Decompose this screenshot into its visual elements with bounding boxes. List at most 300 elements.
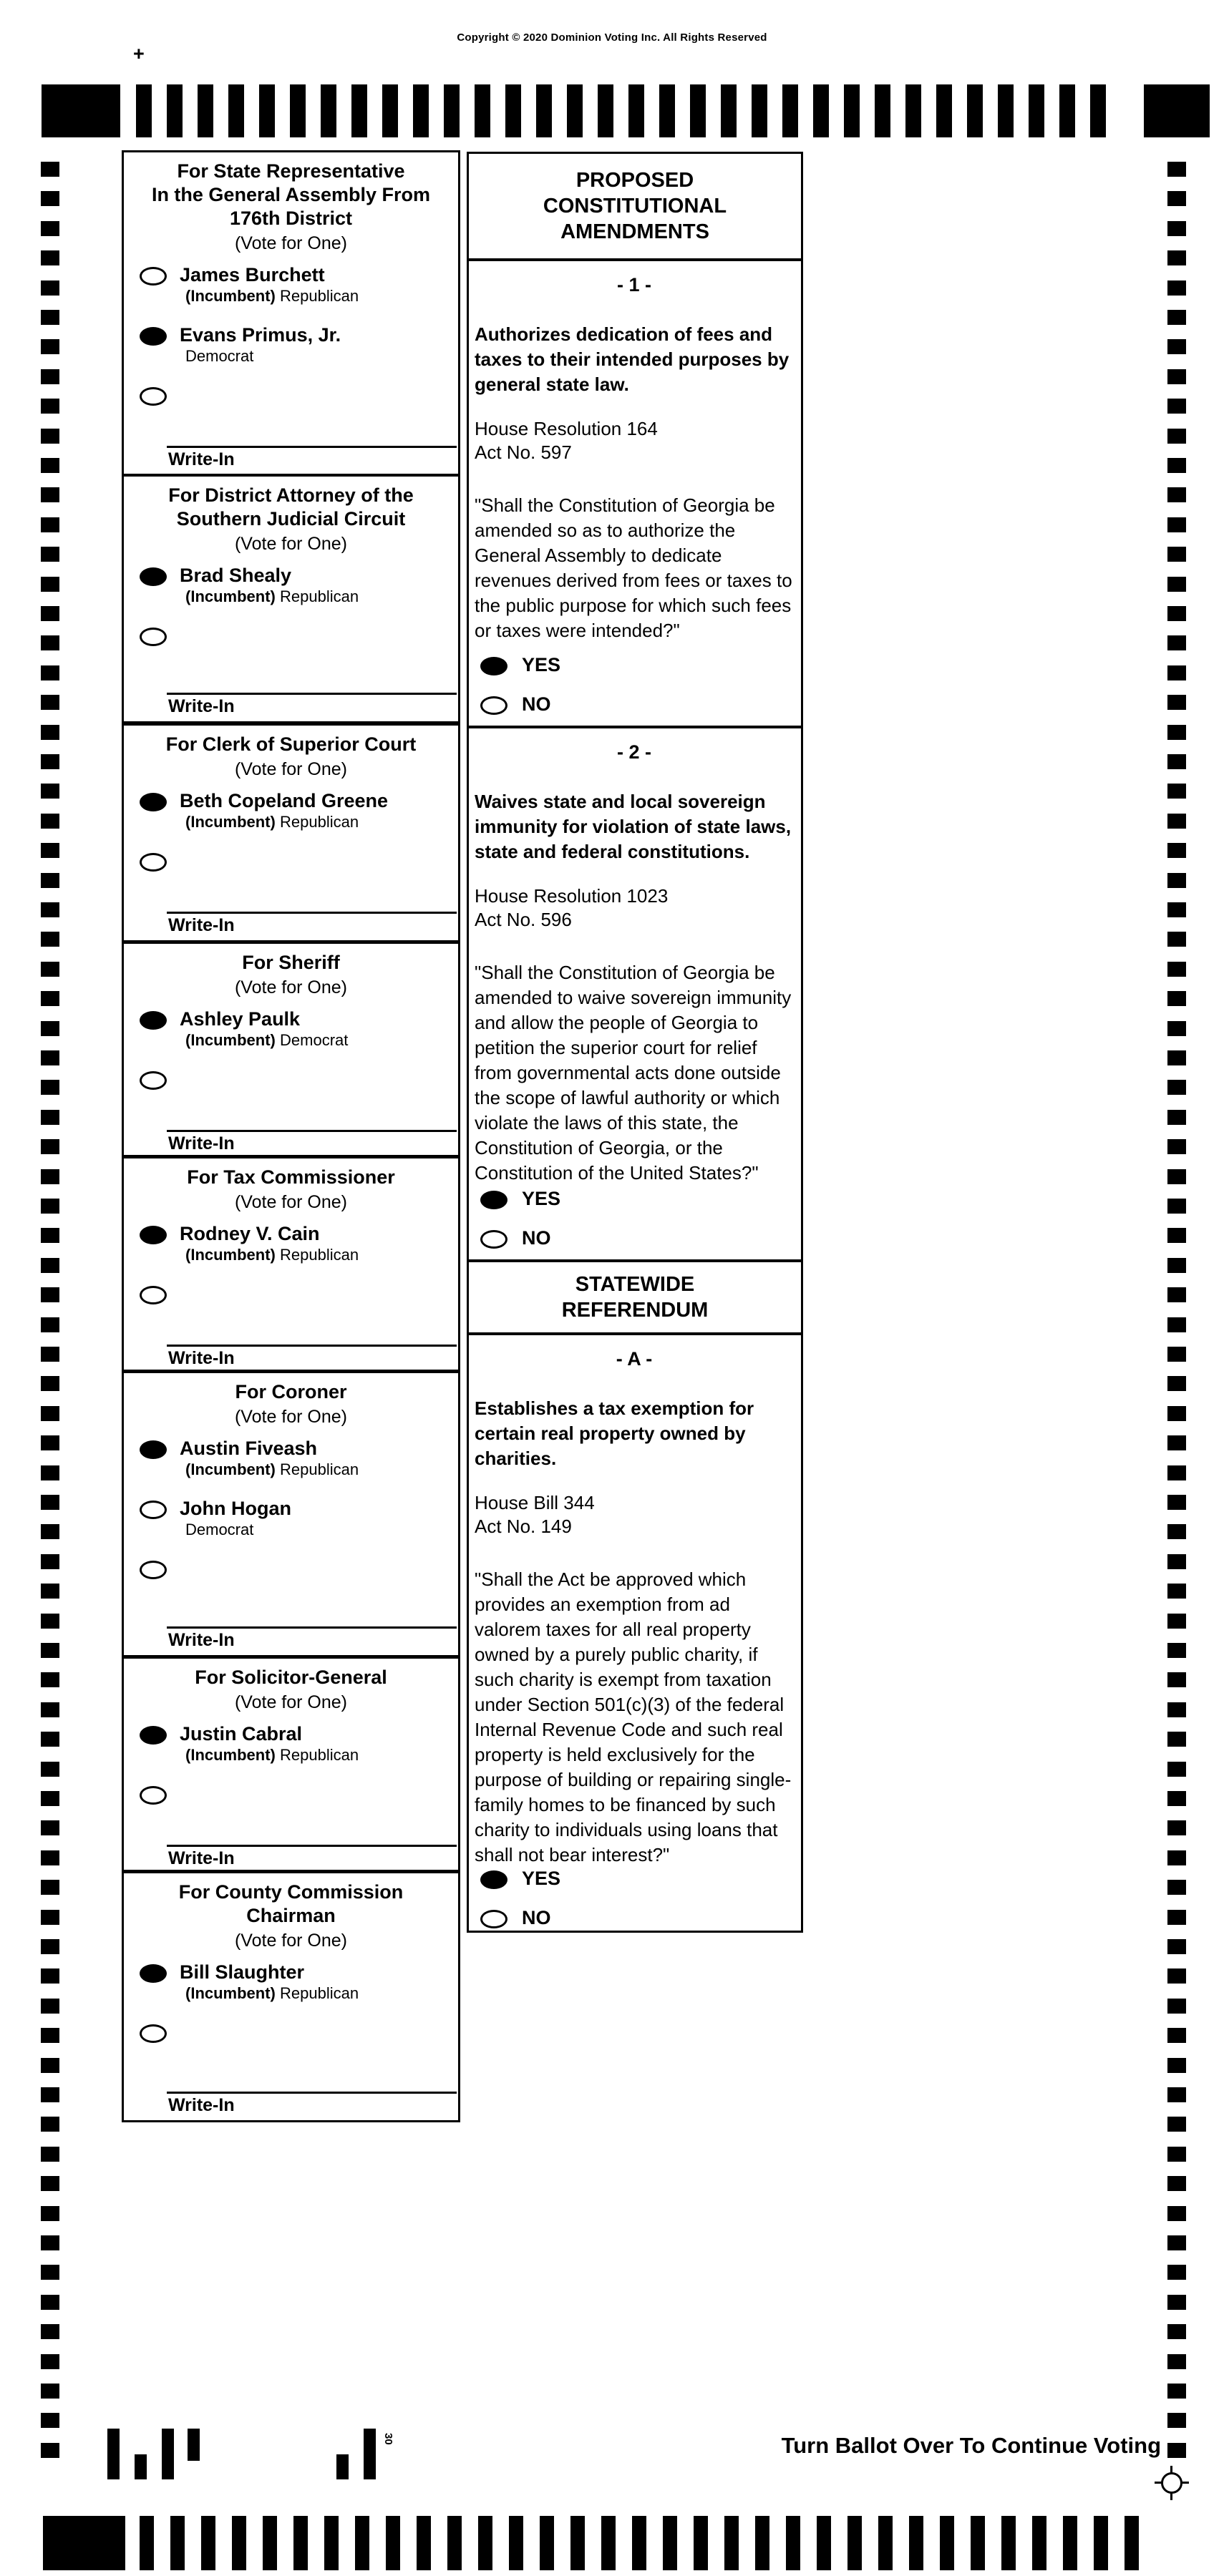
timing-mark xyxy=(1167,1672,1186,1687)
measure-box xyxy=(467,726,803,1262)
timing-mark xyxy=(41,1820,59,1835)
timing-mark xyxy=(41,487,59,502)
ballot-oval[interactable] xyxy=(140,567,167,586)
race-title-line: For Coroner xyxy=(235,1381,347,1402)
write-in-line[interactable] xyxy=(167,1626,457,1629)
ballot-oval[interactable] xyxy=(480,657,507,675)
timing-mark xyxy=(41,250,59,265)
write-in-label: Write-In xyxy=(168,696,235,716)
timing-mark xyxy=(41,635,59,650)
candidate-name: Rodney V. Cain xyxy=(180,1223,320,1244)
timing-mark xyxy=(41,339,59,354)
race-title-line: For Tax Commissioner xyxy=(187,1166,395,1188)
timing-mark xyxy=(1167,339,1186,354)
timing-mark xyxy=(690,84,706,137)
timing-mark xyxy=(1094,2516,1108,2570)
timing-mark xyxy=(659,84,675,137)
timing-mark xyxy=(844,84,860,137)
turn-ballot-over-text: Turn Ballot Over To Continue Voting xyxy=(781,2433,1161,2458)
candidate-option xyxy=(124,1724,458,1785)
timing-mark xyxy=(1001,2516,1016,2570)
timing-mark xyxy=(786,2516,800,2570)
measure-box xyxy=(467,259,803,728)
ballot-oval[interactable] xyxy=(140,1501,167,1519)
timing-mark xyxy=(1167,1406,1186,1421)
choice-label: YES xyxy=(522,654,561,675)
timing-mark xyxy=(1167,2265,1186,2280)
vote-for-instruction: (Vote for One) xyxy=(234,1407,348,1427)
timing-mark xyxy=(351,84,367,137)
write-in-line[interactable] xyxy=(167,912,457,914)
race-title xyxy=(124,1380,458,1404)
measures-header-box xyxy=(467,152,803,260)
timing-mark xyxy=(1167,162,1186,177)
timing-mark xyxy=(41,310,59,325)
measure-question: "Shall the Constitution of Georgia be amended to waive sovereign immunity and allow the people of Georgia to petition the superior court for relief from governmental acts done outside the scope of lawful authority or which violate the laws of this state, the Constitution of Georgia, or the Constitution of the United States?" xyxy=(475,962,792,1184)
timing-mark xyxy=(41,1169,59,1184)
candidate-name: James Burchett xyxy=(180,264,325,286)
ballot-oval[interactable] xyxy=(140,1440,167,1459)
race-title xyxy=(124,160,458,230)
timing-mark xyxy=(41,1465,59,1480)
choice-label: YES xyxy=(522,1868,561,1889)
timing-mark xyxy=(263,2516,277,2570)
timing-mark xyxy=(41,2354,59,2369)
timing-mark xyxy=(355,2516,369,2570)
party-name: Democrat xyxy=(185,1521,254,1538)
authority-line: House Bill 344 xyxy=(475,1492,595,1513)
candidate-info xyxy=(180,1498,291,1539)
timing-mark xyxy=(41,1376,59,1391)
timing-mark xyxy=(478,2516,492,2570)
race-box xyxy=(122,1657,460,1872)
timing-mark-column-left xyxy=(41,0,59,2576)
write-in-oval[interactable] xyxy=(140,2024,167,2043)
timing-mark xyxy=(909,2516,923,2570)
write-in-line[interactable] xyxy=(167,1130,457,1132)
timing-mark xyxy=(1167,1820,1186,1835)
race-box xyxy=(122,723,460,942)
timing-mark xyxy=(1059,84,1075,137)
timing-mark xyxy=(998,84,1014,137)
timing-mark xyxy=(971,2516,985,2570)
timing-mark xyxy=(1167,1524,1186,1539)
candidate-name: Beth Copeland Greene xyxy=(180,790,389,811)
timing-mark xyxy=(1167,250,1186,265)
timing-mark xyxy=(41,784,59,799)
write-in-label: Write-In xyxy=(168,915,235,935)
timing-mark xyxy=(324,2516,339,2570)
candidate-options xyxy=(124,1439,458,1619)
write-in-line[interactable] xyxy=(167,693,457,695)
race-title-line: 176th District xyxy=(229,208,353,229)
timing-mark xyxy=(721,84,737,137)
timing-mark xyxy=(878,2516,893,2570)
timing-mark xyxy=(413,84,429,137)
write-in-oval[interactable] xyxy=(140,1071,167,1090)
write-in-line[interactable] xyxy=(167,2092,457,2094)
timing-mark xyxy=(41,517,59,532)
candidate-party xyxy=(180,346,341,366)
timing-mark xyxy=(140,2516,154,2570)
timing-mark xyxy=(536,84,552,137)
timing-mark xyxy=(1167,606,1186,621)
write-in-section xyxy=(124,446,458,474)
timing-mark xyxy=(41,1999,59,2014)
ballot-oval[interactable] xyxy=(140,1011,167,1030)
timing-mark xyxy=(444,84,460,137)
measure-number: - 1 - xyxy=(616,274,651,296)
timing-mark xyxy=(628,84,644,137)
candidate-option xyxy=(124,1439,458,1499)
measure-box xyxy=(467,1333,803,1933)
timing-mark xyxy=(1167,487,1186,502)
write-in-oval[interactable] xyxy=(140,853,167,872)
timing-mark xyxy=(41,2443,59,2458)
ballot-oval[interactable] xyxy=(480,1910,507,1928)
no-option xyxy=(475,1907,794,1929)
ballot-oval[interactable] xyxy=(480,1870,507,1889)
candidate-info xyxy=(180,790,388,831)
timing-mark xyxy=(41,814,59,829)
candidate-info xyxy=(180,565,359,606)
timing-mark xyxy=(1125,2516,1139,2570)
timing-mark xyxy=(1167,1258,1186,1273)
candidate-name: Evans Primus, Jr. xyxy=(180,324,341,346)
timing-mark xyxy=(1167,1050,1186,1065)
write-in-oval[interactable] xyxy=(140,1786,167,1805)
timing-mark xyxy=(598,84,613,137)
write-in-oval[interactable] xyxy=(140,387,167,406)
choice-label: YES xyxy=(522,1188,561,1209)
timing-mark xyxy=(663,2516,677,2570)
party-name: Republican xyxy=(280,813,359,831)
write-in-section xyxy=(124,2092,458,2120)
ballot-oval[interactable] xyxy=(480,1230,507,1249)
barcode-bar xyxy=(162,2429,174,2479)
candidate-party xyxy=(180,1984,359,2003)
timing-mark xyxy=(1167,1228,1186,1243)
write-in-oval[interactable] xyxy=(140,1561,167,1579)
timing-mark xyxy=(1167,517,1186,532)
party-name: Republican xyxy=(280,1746,359,1764)
vote-for-instruction: (Vote for One) xyxy=(234,977,348,997)
timing-mark xyxy=(167,84,183,137)
timing-mark xyxy=(1167,2117,1186,2132)
write-in-line[interactable] xyxy=(167,1845,457,1847)
timing-mark xyxy=(1167,191,1186,206)
timing-mark xyxy=(41,1258,59,1273)
timing-mark xyxy=(1167,991,1186,1006)
timing-mark xyxy=(290,84,306,137)
measures-header-line: STATEWIDE xyxy=(575,1273,695,1296)
timing-mark xyxy=(1167,1199,1186,1214)
timing-mark xyxy=(1167,814,1186,829)
candidate-option xyxy=(124,1963,458,2023)
no-option xyxy=(475,693,794,716)
timing-mark xyxy=(1167,2324,1186,2339)
write-in-section xyxy=(124,693,458,721)
write-in-line[interactable] xyxy=(167,446,457,448)
incumbent-tag: (Incumbent) xyxy=(185,1746,276,1764)
candidate-options xyxy=(124,1224,458,1345)
race-title-line: For Clerk of Superior Court xyxy=(165,733,417,755)
write-in-oval[interactable] xyxy=(140,1286,167,1304)
timing-mark xyxy=(41,1968,59,1984)
timing-mark xyxy=(41,695,59,710)
candidate-info xyxy=(180,1961,359,2003)
candidate-name: Bill Slaughter xyxy=(180,1961,305,1983)
timing-mark xyxy=(1167,1643,1186,1658)
timing-mark xyxy=(1032,2516,1046,2570)
timing-mark xyxy=(1167,2147,1186,2162)
timing-mark xyxy=(417,2516,431,2570)
incumbent-tag: (Incumbent) xyxy=(185,813,276,831)
timing-mark xyxy=(41,1021,59,1036)
timing-mark xyxy=(567,84,583,137)
registration-plus-mark: + xyxy=(133,43,145,64)
timing-mark xyxy=(41,962,59,977)
timing-block xyxy=(43,2516,125,2570)
timing-mark xyxy=(1167,1999,1186,2014)
timing-mark xyxy=(1167,1850,1186,1865)
vote-for-instruction: (Vote for One) xyxy=(234,233,348,253)
timing-mark xyxy=(41,547,59,562)
timing-mark xyxy=(601,2516,616,2570)
race-title-line: For District Attorney of the xyxy=(168,484,414,506)
vote-for-instruction: (Vote for One) xyxy=(234,1931,348,1951)
candidate-party xyxy=(180,286,359,306)
timing-mark xyxy=(41,1287,59,1302)
timing-mark xyxy=(41,191,59,206)
candidate-party xyxy=(180,587,359,606)
timing-mark xyxy=(1167,754,1186,769)
timing-mark xyxy=(170,2516,185,2570)
ballot-oval[interactable] xyxy=(480,1191,507,1209)
candidate-info xyxy=(180,1438,359,1479)
timing-mark xyxy=(41,754,59,769)
write-in-section xyxy=(124,1626,458,1655)
copyright-notice: Copyright © 2020 Dominion Voting Inc. All Rights Reserved xyxy=(457,31,767,44)
timing-mark xyxy=(41,429,59,444)
candidate-option xyxy=(124,326,458,386)
timing-mark xyxy=(1167,1347,1186,1362)
timing-mark xyxy=(755,2516,769,2570)
timing-mark xyxy=(41,2206,59,2221)
timing-mark xyxy=(1167,2413,1186,2428)
timing-mark xyxy=(1167,695,1186,710)
timing-mark xyxy=(228,84,244,137)
measures-header-box xyxy=(467,1260,803,1335)
write-in-line[interactable] xyxy=(167,1345,457,1347)
measure-summary: Authorizes dedication of fees and taxes to their intended purposes by general state law. xyxy=(475,323,790,395)
timing-mark xyxy=(41,873,59,888)
authority-line: House Resolution 164 xyxy=(475,418,658,439)
timing-mark xyxy=(41,2028,59,2043)
timing-mark xyxy=(41,725,59,740)
party-name: Democrat xyxy=(185,347,254,365)
timing-mark xyxy=(724,2516,739,2570)
write-in-section xyxy=(124,1345,458,1373)
timing-mark xyxy=(1167,1080,1186,1095)
race-title xyxy=(124,1166,458,1189)
timing-mark xyxy=(1167,1554,1186,1569)
timing-mark xyxy=(41,1347,59,1362)
timing-mark-column-right xyxy=(1167,0,1186,2576)
timing-mark xyxy=(41,843,59,858)
timing-mark xyxy=(41,369,59,384)
candidate-option xyxy=(124,1010,458,1070)
timing-mark xyxy=(259,84,275,137)
timing-mark xyxy=(1167,280,1186,296)
timing-mark xyxy=(1090,84,1106,137)
write-in-label: Write-In xyxy=(168,1348,235,1368)
timing-mark xyxy=(41,606,59,621)
timing-mark xyxy=(41,991,59,1006)
write-in-oval[interactable] xyxy=(140,628,167,646)
timing-mark xyxy=(41,2235,59,2250)
measures-header-line: PROPOSED xyxy=(575,169,694,192)
timing-mark xyxy=(1167,1495,1186,1510)
measure-authority xyxy=(475,884,794,932)
timing-mark xyxy=(1167,1910,1186,1925)
candidate-party xyxy=(180,1245,359,1264)
timing-mark xyxy=(41,1199,59,1214)
choice-label: NO xyxy=(522,1907,551,1928)
timing-mark xyxy=(1167,1021,1186,1036)
candidate-options xyxy=(124,1724,458,1845)
barcode-bar xyxy=(188,2429,200,2461)
measures-header-line: REFERENDUM xyxy=(561,1299,709,1322)
timing-mark xyxy=(1167,429,1186,444)
timing-mark xyxy=(41,221,59,236)
race-title xyxy=(124,484,458,531)
timing-mark xyxy=(1167,2176,1186,2191)
timing-mark xyxy=(1167,932,1186,947)
timing-mark xyxy=(41,1732,59,1747)
incumbent-tag: (Incumbent) xyxy=(185,1984,276,2002)
vote-for-instruction: (Vote for One) xyxy=(234,1692,348,1712)
race-box xyxy=(122,474,460,723)
yes-option xyxy=(475,654,794,676)
measures-header-line: AMENDMENTS xyxy=(560,220,709,243)
timing-mark xyxy=(1167,1465,1186,1480)
authority-line: Act No. 596 xyxy=(475,909,572,930)
barcode-bar xyxy=(364,2429,376,2479)
timing-mark xyxy=(1167,1139,1186,1154)
candidate-party xyxy=(180,1030,348,1050)
candidate-party xyxy=(180,812,388,831)
ballot-oval[interactable] xyxy=(140,1964,167,1983)
incumbent-tag: (Incumbent) xyxy=(185,587,276,605)
timing-mark xyxy=(1167,902,1186,917)
timing-mark xyxy=(1167,1287,1186,1302)
timing-mark xyxy=(1029,84,1044,137)
ballot-oval[interactable] xyxy=(140,327,167,346)
timing-mark xyxy=(1167,725,1186,740)
timing-mark xyxy=(41,1080,59,1095)
timing-mark xyxy=(1167,221,1186,236)
no-option xyxy=(475,1227,794,1249)
ballot-oval[interactable] xyxy=(140,267,167,286)
timing-mark xyxy=(1167,1880,1186,1895)
timing-mark xyxy=(41,1050,59,1065)
timing-mark xyxy=(509,2516,523,2570)
timing-mark xyxy=(136,84,152,137)
race-title xyxy=(124,951,458,975)
timing-mark xyxy=(940,2516,954,2570)
write-in-label: Write-In xyxy=(168,1848,235,1868)
timing-mark xyxy=(1167,1968,1186,1984)
timing-mark xyxy=(632,2516,646,2570)
measure-summary: Establishes a tax exemption for certain real property owned by charities. xyxy=(475,1397,754,1469)
timing-mark xyxy=(1167,843,1186,858)
measures-header-line: CONSTITUTIONAL xyxy=(543,195,727,218)
timing-mark xyxy=(817,2516,831,2570)
timing-mark xyxy=(41,1435,59,1450)
race-box xyxy=(122,942,460,1157)
timing-mark xyxy=(41,2087,59,2102)
timing-mark xyxy=(782,84,798,137)
timing-mark xyxy=(41,1584,59,1599)
write-in-label: Write-In xyxy=(168,1630,235,1650)
timing-mark xyxy=(41,1228,59,1243)
timing-mark xyxy=(41,1672,59,1687)
timing-mark xyxy=(41,1643,59,1658)
timing-mark xyxy=(41,1880,59,1895)
party-name: Republican xyxy=(280,587,359,605)
vote-for-instruction: (Vote for One) xyxy=(234,759,348,779)
candidate-options xyxy=(124,1010,458,1130)
write-in-label: Write-In xyxy=(168,2095,235,2115)
timing-mark xyxy=(694,2516,708,2570)
race-title-line: For Sheriff xyxy=(242,952,340,973)
timing-mark xyxy=(198,84,213,137)
timing-mark xyxy=(1167,2087,1186,2102)
timing-mark xyxy=(1167,2206,1186,2221)
race-title-line: Southern Judicial Circuit xyxy=(176,508,406,530)
authority-line: Act No. 597 xyxy=(475,441,572,463)
yes-option xyxy=(475,1188,794,1210)
timing-mark xyxy=(1167,2384,1186,2399)
ballot-oval[interactable] xyxy=(140,1226,167,1244)
race-title xyxy=(124,1880,458,1928)
timing-mark xyxy=(847,2516,862,2570)
timing-mark xyxy=(1167,1732,1186,1747)
timing-mark-row-bottom xyxy=(0,2516,1224,2570)
timing-mark xyxy=(1167,2443,1186,2458)
vote-for-instruction: (Vote for One) xyxy=(234,534,348,554)
candidate-name: Brad Shealy xyxy=(180,565,292,586)
measure-number: - A - xyxy=(616,1348,653,1370)
candidate-option xyxy=(124,1499,458,1559)
timing-mark xyxy=(41,280,59,296)
registration-crosshair-icon xyxy=(1155,2466,1189,2500)
timing-mark xyxy=(41,2324,59,2339)
ballot-oval[interactable] xyxy=(140,793,167,811)
timing-mark xyxy=(41,1554,59,1569)
ballot-oval[interactable] xyxy=(140,1726,167,1745)
ballot-oval[interactable] xyxy=(480,696,507,715)
barcode-bar xyxy=(336,2454,349,2479)
race-box xyxy=(122,150,460,476)
candidate-party xyxy=(180,1520,291,1539)
incumbent-tag: (Incumbent) xyxy=(185,1460,276,1478)
timing-mark xyxy=(1167,1762,1186,1777)
timing-mark xyxy=(41,399,59,414)
candidate-option xyxy=(124,852,458,912)
timing-mark xyxy=(752,84,767,137)
